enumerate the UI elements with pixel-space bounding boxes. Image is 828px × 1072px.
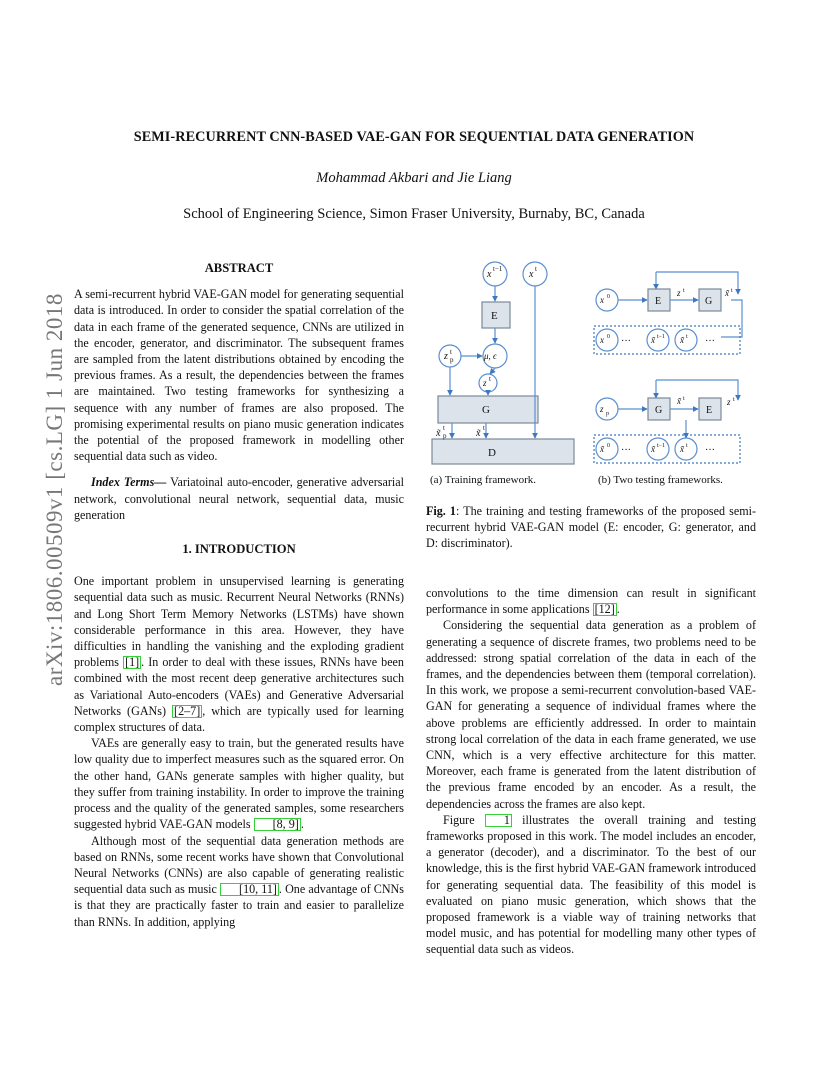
svg-text:t: t [535,265,537,273]
svg-text:t: t [686,443,688,449]
svg-text:t−1: t−1 [493,265,503,273]
intro-paragraph-2 [74,735,404,832]
svg-text:G: G [705,296,713,307]
svg-text:p: p [443,432,447,440]
svg-text:G: G [655,405,663,416]
subcaption-a: (a) Training framework. [430,474,537,486]
figure-caption-text: : The training and testing frameworks of the proposed semi-recurrent hybrid VAE-GAN model (E: encoder, G: generator, and D: discriminator). [426,504,757,551]
svg-text:x̃: x̃ [436,428,441,439]
svg-text:z: z [677,288,681,298]
svg-text:x̃: x̃ [476,428,481,439]
svg-text:x: x [600,295,604,305]
citation-link[interactable]: [12] [594,602,615,617]
svg-text:z: z [727,397,731,407]
svg-text:0: 0 [607,443,610,449]
svg-text:x: x [600,335,604,345]
svg-text:z: z [483,378,487,388]
svg-text:p: p [606,411,609,417]
intro-paragraph-3 [74,833,404,930]
citation-link[interactable]: [2–7] [174,703,201,718]
paper-affiliation: School of Engineering Science, Simon Fraser University, Burnaby, BC, Canada [183,206,645,222]
dots: ··· [705,445,715,456]
index-terms-text: Variatoinal auto-encoder, generative adversarial network, convolutional neural network, sequential data, music generation [74,475,404,522]
index-terms-label: Index Terms— [91,475,167,490]
intro-heading: 1. INTRODUCTION [182,542,296,557]
node-zt [479,374,497,392]
text-run: VAEs are generally easy to train, but the generated results have low quality due to imperfect measures such as the squared error. On the other hand, GANs generate samples with higher quality, but they suffer from training instability. In order to improve the training process and the quality of the generated samples, some researchers suggested hybrid VAE-GAN models [74,736,404,832]
paper-authors: Mohammad Akbari and Jie Liang [316,170,512,186]
figure-1-diagram [424,258,754,480]
citation-link[interactable]: [1] [125,655,140,670]
text-run: . One advantage of CNNs is that they are practically faster to train and easier to parallelize than RNNs. In addition, applying [74,882,404,929]
svg-text:x̃: x̃ [677,396,681,406]
figure-caption-label: Fig. 1 [426,504,456,518]
text-run: . [300,817,304,832]
label-discriminator: D [488,447,496,459]
svg-text:E: E [706,405,713,416]
dots: ··· [705,336,715,347]
svg-text:t: t [683,288,685,294]
right-paragraph-2: Considering the sequential data generation as a problem of generating a sequence of discrete frames, two problems need to be addressed: strong spatial correlation of the data in each of the frames, and the dependencies between them (temporal correlation). In this work, we propose a semi-recurrent convolution-based VAE-GAN for generating a sequence of individual frames where the above problems are efficiently addressed. In order to maintain strong local correlation of the data in each frame generated, we use CNN, which is a very effective architecture for this matter. Moreover, each frame is generated from the latent distribution of the previous frame encoded by an encoder. As a result, the dependencies across the frames are also kept. [426,618,756,811]
text-run: convolutions to the time dimension can result in significant performance in some applications [426,586,756,617]
svg-text:t−1: t−1 [657,443,666,449]
text-run: illustrates the overall training and testing frameworks proposed in this work. The model includes an encoder, a generator (decoder), and a discriminator. To the best of our knowledge, this is the first hybrid VAE-GAN framework introduced for generating sequential data. The feasibility of this model is evaluated on piano music generation, which shows that the proposed framework is a viable way of training networks that model music, and has potential for modelling many other types of sequential data such as videos. [426,812,757,957]
dots: ··· [621,336,631,347]
svg-text:t: t [489,375,491,383]
svg-text:z: z [444,351,448,362]
text-run: , which are typically used for learning complex structures of data. [74,703,404,735]
node-discriminator [432,439,574,464]
right-paragraph-3 [426,812,756,958]
svg-text:x̃: x̃ [725,288,729,298]
svg-text:x̃: x̃ [651,444,655,454]
svg-text:t: t [683,396,685,402]
subcaption-b: (b) Two testing frameworks. [598,474,723,486]
svg-text:0: 0 [607,294,610,300]
abstract-text: A semi-recurrent hybrid VAE-GAN model for generating sequential data is introduced. In order to consider the spatial correlation of the data in each frame of the generated sequence, CNNs are utilized in the encoder, generator, and discriminator. The subsequent frames are sampled from the latent distributions obtained by encoding the previous frames. As a result, the dependencies between the frames are maintained. Two testing frameworks for synthesizing a sequence with any number of frames are also proposed. The promising experimental results on piano music generation indicates the potential of the proposed framework in modelling other sequential data such as video. [74,287,404,464]
abstract-heading: ABSTRACT [204,261,274,275]
svg-text:t−1: t−1 [657,334,666,340]
text-run: Figure [443,812,485,827]
left-column [74,260,404,930]
dots: ··· [621,445,631,456]
citation-link[interactable]: [8, 9] [254,818,301,831]
paper-title: SEMI-RECURRENT CNN-BASED VAE-GAN FOR SEQUENTIAL DATA GENERATION [133,129,695,145]
citation-link[interactable]: [10, 11] [220,883,279,896]
svg-text:z: z [600,404,604,414]
svg-text:t: t [686,334,688,340]
svg-text:t: t [733,397,735,403]
label-generator: G [482,404,490,416]
arxiv-side-label: arXiv:1806.00509v1 [cs.LG] 1 Jun 2018 [42,293,67,686]
svg-text:E: E [655,296,662,307]
svg-text:x̃: x̃ [651,335,655,345]
figure-link[interactable]: 1 [485,814,512,827]
svg-text:x: x [487,269,492,280]
svg-text:t: t [443,424,445,432]
text-run: . [616,602,620,617]
svg-text:t: t [731,288,733,294]
right-column [426,585,756,958]
intro-paragraph-1 [74,573,404,735]
svg-text:t: t [483,424,485,432]
svg-text:x̃: x̃ [600,444,604,454]
svg-text:t: t [450,348,452,356]
svg-text:x: x [529,269,534,280]
text-run: . In order to deal with these issues, RNNs have been combined with the most recent deep generative architectures such as Variational Auto-encoders (VAEs) and Generative Adversarial Networks (GANs) [74,655,404,718]
figure-caption [426,503,756,552]
label-encoder: E [491,310,498,322]
text-run: Although most of the sequential data generation methods are based on RNNs, some recent works have shown that Convolutional Neural Networks (CNNs) are also capable of generating realistic sequential data such as music [74,833,404,897]
svg-text:p: p [450,356,454,364]
svg-text:x̃: x̃ [680,444,684,454]
label-mu-eps: μ, ϵ [484,351,497,361]
text-run: One important problem in unsupervised learning is generating sequential data such as music. Recurrent Neural Networks (RNNs) and Long Short Term Memory Networks (LSTMs) have shown considerable performance in this area. However, they have difficulties in handling the vanishing and the exploding gradient problems [74,574,404,670]
index-terms [74,474,404,523]
svg-text:x̃: x̃ [680,335,684,345]
svg-text:0: 0 [607,334,610,340]
right-paragraph-1 [426,585,756,617]
